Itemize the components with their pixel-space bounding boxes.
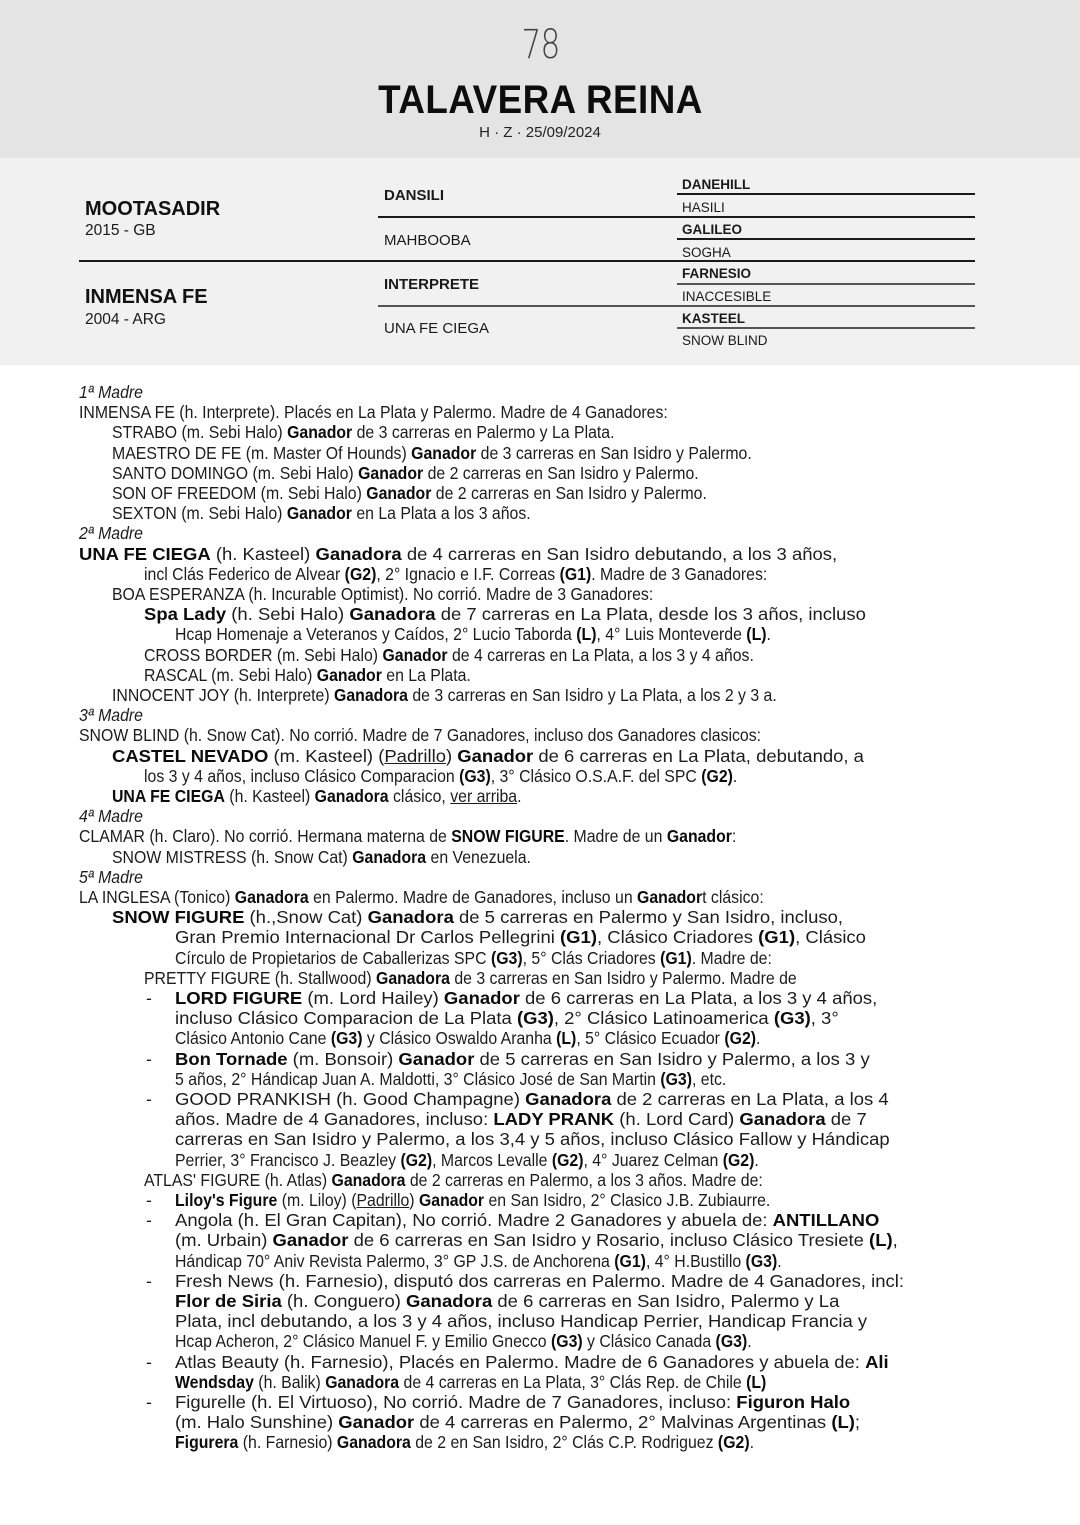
text-segment: (h. Conguero) bbox=[281, 1291, 407, 1311]
text-line bbox=[175, 1049, 870, 1069]
text-line bbox=[112, 483, 707, 503]
text-line bbox=[112, 443, 752, 463]
text-segment: , Clásico bbox=[795, 927, 866, 948]
text-segment: SNOW MISTRESS (h. Snow Cat) bbox=[112, 846, 353, 867]
list-dash: - bbox=[146, 1270, 152, 1291]
text-segment: . bbox=[747, 1331, 752, 1352]
section-heading bbox=[79, 705, 143, 725]
text-segment: ; bbox=[854, 1412, 861, 1433]
text-segment: de 3 carreras en San Isidro y La Plata, a los 2 y 3 a. bbox=[407, 685, 777, 705]
bold-text: ANTILLANO bbox=[772, 1210, 880, 1231]
list-dash: - bbox=[146, 1190, 152, 1210]
text-line bbox=[175, 948, 772, 968]
text-line bbox=[175, 624, 771, 644]
text-segment: t clásico: bbox=[702, 887, 764, 907]
text-line bbox=[144, 645, 754, 665]
bold-text: SNOW FIGURE bbox=[451, 826, 565, 847]
header-band bbox=[0, 0, 1080, 158]
text-segment: , 4° Juarez Celman bbox=[583, 1149, 723, 1170]
dam-dam-dam: SNOW BLIND bbox=[682, 333, 768, 348]
text-line bbox=[175, 1028, 760, 1048]
text-segment: (h. Kasteel) bbox=[224, 786, 315, 806]
text-segment: (h. Kasteel) bbox=[210, 543, 316, 564]
text-segment: MAESTRO DE FE (m. Master Of Hounds) bbox=[112, 442, 412, 463]
text-line bbox=[175, 1150, 759, 1170]
text-segment: GOOD PRANKISH (h. Good Champagne) bbox=[175, 1089, 526, 1109]
text-segment: de 3 carreras en San Isidro y Palermo. bbox=[476, 442, 752, 463]
text-segment: años. Madre de 4 Ganadores, incluso: bbox=[175, 1109, 494, 1130]
text-segment: ATLAS' FIGURE (h. Atlas) bbox=[144, 1169, 332, 1190]
bold-text: Ganador bbox=[666, 826, 732, 847]
text-segment: INMENSA FE (h. Interprete). Placés en La Plata y Palermo. Madre de 4 Ganadores: bbox=[79, 402, 668, 423]
text-line bbox=[175, 1251, 782, 1271]
text-line bbox=[79, 402, 668, 422]
divider-line bbox=[677, 327, 975, 329]
text-segment: , etc. bbox=[691, 1068, 727, 1089]
text-segment: de 6 carreras en La Plata, debutando, a bbox=[533, 745, 864, 766]
dam-sire-dam: INACCESIBLE bbox=[682, 289, 772, 304]
text-segment: ) bbox=[409, 1190, 419, 1210]
horse-name bbox=[0, 78, 1080, 122]
text-line bbox=[144, 968, 797, 988]
bold-text: Ganadora bbox=[234, 887, 309, 907]
bold-text: (L) bbox=[746, 1371, 767, 1392]
horse-name-text: TALAVERA REINA bbox=[377, 78, 703, 122]
text-segment: clásico, bbox=[388, 786, 451, 806]
bold-text: LORD FIGURE bbox=[175, 988, 303, 1008]
bold-text: Flor de Siria bbox=[175, 1291, 282, 1311]
text-segment: : bbox=[731, 826, 737, 847]
text-segment: (m. Bonsoir) bbox=[287, 1048, 399, 1069]
lot-number-text: 78 bbox=[520, 22, 560, 68]
bold-text: Liloy's Figure bbox=[175, 1190, 278, 1210]
bold-text: Ganadora bbox=[739, 1109, 826, 1130]
text-segment: , 4° Luis Monteverde bbox=[596, 624, 747, 645]
text-line bbox=[144, 604, 866, 624]
text-line bbox=[79, 826, 736, 846]
text-segment: de 2 en San Isidro, 2° Clás C.P. Rodriguez bbox=[410, 1432, 718, 1453]
bold-text: (G3) bbox=[773, 1008, 811, 1029]
bold-text: Ganador bbox=[418, 1190, 485, 1210]
text-segment: . Madre de 3 Ganadores: bbox=[591, 563, 768, 584]
bold-text: Ganador bbox=[338, 1412, 415, 1433]
text-segment: de 2 carreras en La Plata, a los 4 bbox=[611, 1089, 889, 1109]
text-segment: en La Plata. bbox=[381, 664, 471, 685]
bold-text: (G2) bbox=[551, 1149, 584, 1170]
text-segment: INNOCENT JOY (h. Interprete) bbox=[112, 685, 335, 705]
sire-dam: MAHBOOBA bbox=[384, 232, 471, 249]
bold-text: Ganador bbox=[637, 887, 703, 907]
bold-text: Ganador bbox=[443, 988, 520, 1008]
bold-text: (G3) bbox=[745, 1250, 778, 1271]
text-line bbox=[175, 1190, 770, 1210]
bold-text: (L) bbox=[556, 1028, 577, 1049]
bold-text: Ganadora bbox=[367, 907, 454, 928]
text-segment: de 5 carreras en San Isidro y Palermo, a los 3 y bbox=[474, 1048, 870, 1069]
text-segment: , 3° bbox=[810, 1008, 839, 1029]
divider-line bbox=[378, 216, 975, 218]
bold-text: Figurera bbox=[175, 1432, 239, 1453]
bold-text: Ganadora bbox=[336, 1432, 411, 1453]
text-segment: incluso Clásico Comparacion de La Plata bbox=[175, 1008, 517, 1029]
text-segment: Atlas Beauty (h. Farnesio), Placés en Palermo. Madre de 6 Ganadores y abuela de: bbox=[175, 1351, 866, 1372]
text-segment: Gran Premio Internacional Dr Carlos Pellegrini bbox=[175, 927, 561, 948]
text-segment: de 3 carreras en Palermo y La Plata. bbox=[352, 422, 615, 443]
text-segment: de 4 carreras en La Plata, a los 3 y 4 años. bbox=[447, 644, 754, 665]
bold-text: CASTEL NEVADO bbox=[112, 745, 269, 766]
heading-text: 5ª Madre bbox=[79, 866, 143, 887]
divider-line bbox=[677, 238, 975, 240]
bold-text: Ganador bbox=[411, 442, 477, 463]
bold-text: UNA FE CIEGA bbox=[112, 786, 225, 806]
bold-text: Ganadora bbox=[376, 967, 450, 988]
text-line bbox=[175, 1372, 766, 1392]
bold-text: Ganador bbox=[358, 462, 424, 483]
bold-text: Ganadora bbox=[349, 604, 436, 625]
divider-line bbox=[677, 193, 975, 195]
text-segment: Círculo de Propietarios de Caballerizas SPC bbox=[175, 947, 491, 968]
text-line bbox=[175, 927, 866, 947]
underlined-link[interactable]: ver arriba bbox=[450, 786, 518, 806]
text-line bbox=[175, 1069, 726, 1089]
bold-text: (G1) bbox=[559, 563, 592, 584]
bold-text: (G2) bbox=[701, 765, 733, 786]
text-segment: SEXTON (m. Sebi Halo) bbox=[112, 503, 287, 524]
text-segment: (h. Sebi Halo) bbox=[226, 604, 350, 625]
text-segment: y Clásico Oswaldo Aranha bbox=[362, 1028, 557, 1049]
text-segment: (m. Liloy) ( bbox=[277, 1190, 357, 1210]
text-segment: . bbox=[777, 1250, 782, 1271]
text-segment: en Palermo. Madre de Ganadores, incluso un bbox=[308, 887, 638, 907]
bold-text: (L) bbox=[831, 1412, 855, 1433]
text-segment: de 2 carreras en Palermo, a los 3 años. Madre de: bbox=[405, 1169, 763, 1190]
underlined-link[interactable]: Padrillo bbox=[356, 1190, 410, 1210]
divider-line bbox=[677, 283, 975, 285]
text-line bbox=[175, 1412, 860, 1432]
text-segment: en San Isidro, 2° Clasico J.B. Zubiaurre. bbox=[484, 1190, 771, 1210]
text-segment: 5 años, 2° Hándicap Juan A. Maldotti, 3° Clásico José de San Martin bbox=[175, 1068, 661, 1089]
text-segment: LA INGLESA (Tonico) bbox=[79, 887, 235, 907]
text-line bbox=[175, 1311, 867, 1331]
text-segment: (m. Lord Hailey) bbox=[302, 988, 444, 1008]
text-line bbox=[112, 746, 864, 766]
text-line bbox=[112, 786, 522, 806]
text-segment: de 2 carreras en San Isidro y Palermo. bbox=[431, 483, 707, 503]
text-segment: incl Clás Federico de Alvear bbox=[144, 563, 345, 584]
bold-text: (G3) bbox=[550, 1331, 583, 1352]
divider-line-main bbox=[79, 260, 975, 262]
text-segment: de 6 carreras en San Isidro, Palermo y La bbox=[492, 1291, 840, 1311]
bold-text: (G3) bbox=[330, 1028, 363, 1049]
text-segment: y Clásico Canada bbox=[582, 1331, 716, 1352]
list-dash: - bbox=[146, 1392, 152, 1412]
text-segment: . bbox=[754, 1149, 759, 1170]
text-segment: , Marcos Levalle bbox=[432, 1149, 552, 1170]
bold-text: (G1) bbox=[560, 927, 597, 948]
sire-dam-dam: SOGHA bbox=[682, 245, 731, 260]
bold-text: Ganadora bbox=[352, 846, 427, 867]
bold-text: Ganador bbox=[286, 503, 352, 524]
text-segment: de 7 bbox=[825, 1109, 867, 1130]
bold-text: Ganador bbox=[382, 644, 448, 665]
text-segment: ) bbox=[445, 745, 458, 766]
text-segment: BOA ESPERANZA (h. Incurable Optimist). No corrió. Madre de 3 Ganadores: bbox=[112, 584, 654, 604]
text-segment: . Madre de un bbox=[564, 826, 667, 847]
text-segment: , 2° Clásico Latinoamerica bbox=[553, 1008, 774, 1029]
section-heading bbox=[79, 867, 143, 887]
bold-text: Ganador bbox=[398, 1048, 475, 1069]
sire-dam-sire: GALILEO bbox=[682, 222, 742, 237]
text-segment: PRETTY FIGURE (h. Stallwood) bbox=[144, 967, 377, 988]
text-line bbox=[175, 1109, 867, 1129]
pedigree-table bbox=[0, 158, 1080, 365]
text-segment: carreras en San Isidro y Palermo, a los 3,4 y 5 años, incluso Clásico Fallow y Hándicap bbox=[175, 1129, 890, 1150]
bold-text: Ali bbox=[865, 1351, 889, 1372]
text-segment: . bbox=[756, 1028, 761, 1049]
text-segment: de 4 carreras en San Isidro debutando, a los 3 años, bbox=[401, 543, 838, 564]
divider-line bbox=[378, 305, 975, 307]
text-segment: Angola (h. El Gran Capitan), No corrió. Madre 2 Ganadores y abuela de: bbox=[175, 1210, 773, 1231]
list-dash: - bbox=[146, 1089, 152, 1109]
text-segment: (m. Urbain) bbox=[175, 1230, 273, 1251]
sire-sire: DANSILI bbox=[384, 187, 444, 204]
text-line bbox=[112, 503, 531, 523]
text-line bbox=[175, 1089, 889, 1109]
bold-text: Ganadora bbox=[325, 1371, 400, 1392]
text-segment: de 7 carreras en La Plata, desde los 3 años, incluso bbox=[435, 604, 866, 625]
dam-dam-sire: KASTEEL bbox=[682, 311, 746, 326]
text-line bbox=[79, 725, 761, 745]
bold-text: (G3) bbox=[660, 1068, 692, 1089]
text-line bbox=[175, 1230, 898, 1250]
bold-text: (L) bbox=[746, 624, 767, 645]
text-segment: , 5° Clás Criadores bbox=[522, 947, 661, 968]
text-line bbox=[175, 1291, 839, 1311]
bold-text: (L) bbox=[869, 1230, 893, 1251]
text-segment: de 6 carreras en San Isidro y Rosario, incluso Clásico Tresiete bbox=[348, 1230, 870, 1251]
bold-text: Ganadora bbox=[525, 1089, 612, 1109]
bold-text: LADY PRANK bbox=[493, 1109, 615, 1130]
text-segment: (h.,Snow Cat) bbox=[244, 907, 368, 928]
text-segment: Clásico Antonio Cane bbox=[175, 1028, 331, 1049]
sire-name: MOOTASADIR bbox=[85, 198, 221, 220]
text-segment: SNOW BLIND (h. Snow Cat). No corrió. Madre de 7 Ganadores, incluso dos Ganadores clasicos: bbox=[79, 725, 762, 746]
text-segment: SANTO DOMINGO (m. Sebi Halo) bbox=[112, 462, 359, 483]
list-dash: - bbox=[146, 1210, 152, 1231]
text-segment: (m. Halo Sunshine) bbox=[175, 1412, 339, 1433]
bold-text: (G3) bbox=[715, 1331, 748, 1352]
heading-text: 3ª Madre bbox=[79, 705, 143, 726]
bold-text: (G3) bbox=[490, 947, 523, 968]
bold-text: (G2) bbox=[724, 1028, 757, 1049]
bold-text: Ganadora bbox=[315, 543, 402, 564]
text-line bbox=[144, 564, 767, 584]
text-segment: CLAMAR (h. Claro). No corrió. Hermana materna de bbox=[79, 826, 452, 847]
text-segment: CROSS BORDER (m. Sebi Halo) bbox=[144, 644, 383, 665]
text-segment: (h. Farnesio) bbox=[238, 1432, 337, 1453]
section-heading bbox=[79, 806, 143, 826]
text-segment: Hcap Acheron, 2° Clásico Manuel F. y Emilio Gnecco bbox=[175, 1331, 551, 1352]
bold-text: (G1) bbox=[758, 927, 796, 948]
bold-text: (G1) bbox=[660, 947, 692, 968]
bold-text: (G1) bbox=[614, 1250, 646, 1271]
bold-text: Ganadora bbox=[406, 1291, 493, 1311]
bold-text: UNA FE CIEGA bbox=[79, 543, 211, 564]
text-segment: (m. Kasteel) ( bbox=[268, 745, 385, 766]
text-segment: de 6 carreras en La Plata, a los 3 y 4 años, bbox=[519, 988, 878, 1008]
text-line bbox=[175, 1432, 754, 1452]
text-line bbox=[175, 1392, 850, 1412]
text-line bbox=[79, 887, 764, 907]
heading-text: 1ª Madre bbox=[79, 382, 143, 402]
text-segment: , Clásico Criadores bbox=[596, 927, 759, 948]
bold-text: Ganador bbox=[366, 483, 432, 503]
text-line bbox=[112, 584, 653, 604]
text-segment: , 4° H.Bustillo bbox=[645, 1250, 746, 1271]
dam-dam: UNA FE CIEGA bbox=[384, 320, 490, 337]
bold-text: Ganador bbox=[272, 1230, 349, 1251]
text-segment: , 2° Ignacio e I.F. Correas bbox=[376, 563, 560, 584]
list-dash: - bbox=[146, 1048, 152, 1069]
text-segment: Hcap Homenaje a Veteranos y Caídos, 2° Lucio Taborda bbox=[175, 624, 577, 645]
text-segment: , 5° Clásico Ecuador bbox=[576, 1028, 725, 1049]
dam-sire: INTERPRETE bbox=[384, 276, 480, 293]
text-line bbox=[175, 1008, 839, 1028]
text-segment: . bbox=[749, 1432, 754, 1453]
text-segment: Figurelle (h. El Virtuoso), No corrió. Madre de 7 Ganadores, incluso: bbox=[175, 1392, 737, 1412]
bold-text: Ganador bbox=[316, 664, 382, 685]
text-segment: . Madre de: bbox=[691, 947, 772, 968]
text-line bbox=[144, 665, 471, 685]
text-line bbox=[175, 1352, 889, 1372]
section-heading bbox=[79, 382, 143, 402]
bold-text: Ganadora bbox=[331, 1169, 406, 1190]
text-line bbox=[144, 1170, 763, 1190]
bold-text: Wendsday bbox=[175, 1371, 254, 1392]
sire-info: 2015 - GB bbox=[85, 222, 156, 239]
text-segment: (h. Lord Card) bbox=[614, 1109, 740, 1130]
text-segment: de 5 carreras en Palermo y San Isidro, incluso, bbox=[453, 907, 844, 928]
text-segment: . bbox=[517, 786, 522, 806]
text-line bbox=[112, 847, 531, 867]
text-segment: . bbox=[732, 765, 738, 786]
text-segment: Plata, incl debutando, a los 3 y 4 años, incluso Handicap Perrier, Handicap Francia y bbox=[175, 1311, 868, 1332]
text-segment: los 3 y 4 años, incluso Clásico Comparacion bbox=[144, 765, 460, 786]
bold-text: Figuron Halo bbox=[736, 1392, 851, 1412]
heading-text: 2ª Madre bbox=[79, 523, 143, 544]
text-segment: RASCAL (m. Sebi Halo) bbox=[144, 664, 317, 685]
bold-text: (G3) bbox=[516, 1008, 554, 1029]
text-segment: de 4 carreras en La Plata, 3° Clás Rep. de Chile bbox=[399, 1371, 747, 1392]
bold-text: Spa Lady bbox=[144, 604, 227, 625]
text-line bbox=[79, 544, 837, 564]
heading-text: 4ª Madre bbox=[79, 806, 143, 827]
text-segment: , bbox=[892, 1230, 898, 1251]
text-segment: STRABO (m. Sebi Halo) bbox=[112, 422, 288, 443]
text-segment: Perrier, 3° Francisco J. Beazley bbox=[175, 1149, 401, 1170]
text-line bbox=[175, 1210, 879, 1230]
text-line bbox=[175, 1331, 752, 1351]
list-dash: - bbox=[146, 1351, 152, 1372]
text-segment: Hándicap 70° Aniv Revista Palermo, 3° GP J.S. de Anchorena bbox=[175, 1250, 615, 1271]
sire-sire-sire: DANEHILL bbox=[682, 177, 751, 192]
text-line bbox=[112, 907, 843, 927]
text-line bbox=[175, 1271, 904, 1291]
text-segment: de 3 carreras en San Isidro y Palermo. Madre de bbox=[449, 967, 797, 988]
list-dash: - bbox=[146, 988, 152, 1008]
bold-text: (G3) bbox=[459, 765, 491, 786]
underlined-link[interactable]: Padrillo bbox=[384, 745, 446, 766]
bold-text: SNOW FIGURE bbox=[112, 907, 245, 928]
text-segment: (h. Balik) bbox=[253, 1371, 326, 1392]
text-line bbox=[175, 1129, 890, 1149]
sire-sire-dam: HASILI bbox=[682, 200, 725, 215]
text-line bbox=[112, 463, 699, 483]
text-segment: de 2 carreras en San Isidro y Palermo. bbox=[423, 462, 699, 483]
bold-text: (G2) bbox=[722, 1149, 755, 1170]
bold-text: (G2) bbox=[717, 1432, 750, 1453]
bold-text: Ganador bbox=[457, 745, 534, 766]
dam-info: 2004 - ARG bbox=[85, 311, 166, 328]
bold-text: (L) bbox=[576, 624, 597, 645]
dam-name: INMENSA FE bbox=[85, 286, 208, 308]
text-segment: SON OF FREEDOM (m. Sebi Halo) bbox=[112, 483, 367, 503]
bold-text: (G2) bbox=[400, 1149, 433, 1170]
bold-text: (G2) bbox=[344, 563, 377, 584]
text-segment: en La Plata a los 3 años. bbox=[351, 503, 531, 524]
text-segment: Fresh News (h. Farnesio), disputó dos carreras en Palermo. Madre de 4 Ganadores, incl: bbox=[175, 1270, 905, 1291]
text-line bbox=[144, 766, 737, 786]
text-segment: en Venezuela. bbox=[426, 846, 531, 867]
text-segment: de 4 carreras en Palermo, 2° Malvinas Argentinas bbox=[414, 1412, 832, 1433]
bold-text: Ganadora bbox=[314, 786, 389, 806]
text-line bbox=[112, 422, 615, 442]
dam-sire-sire: FARNESIO bbox=[682, 266, 752, 281]
bold-text: Ganadora bbox=[334, 685, 408, 705]
lot-number bbox=[0, 22, 1080, 68]
text-segment: , 3° Clásico O.S.A.F. del SPC bbox=[490, 765, 702, 786]
text-segment: . bbox=[766, 624, 771, 645]
text-line bbox=[112, 685, 777, 705]
bold-text: Bon Tornade bbox=[175, 1048, 288, 1069]
section-heading bbox=[79, 523, 143, 543]
horse-details: H · Z · 25/09/2024 bbox=[479, 124, 601, 141]
bold-text: Ganador bbox=[287, 422, 353, 443]
text-line bbox=[175, 988, 877, 1008]
